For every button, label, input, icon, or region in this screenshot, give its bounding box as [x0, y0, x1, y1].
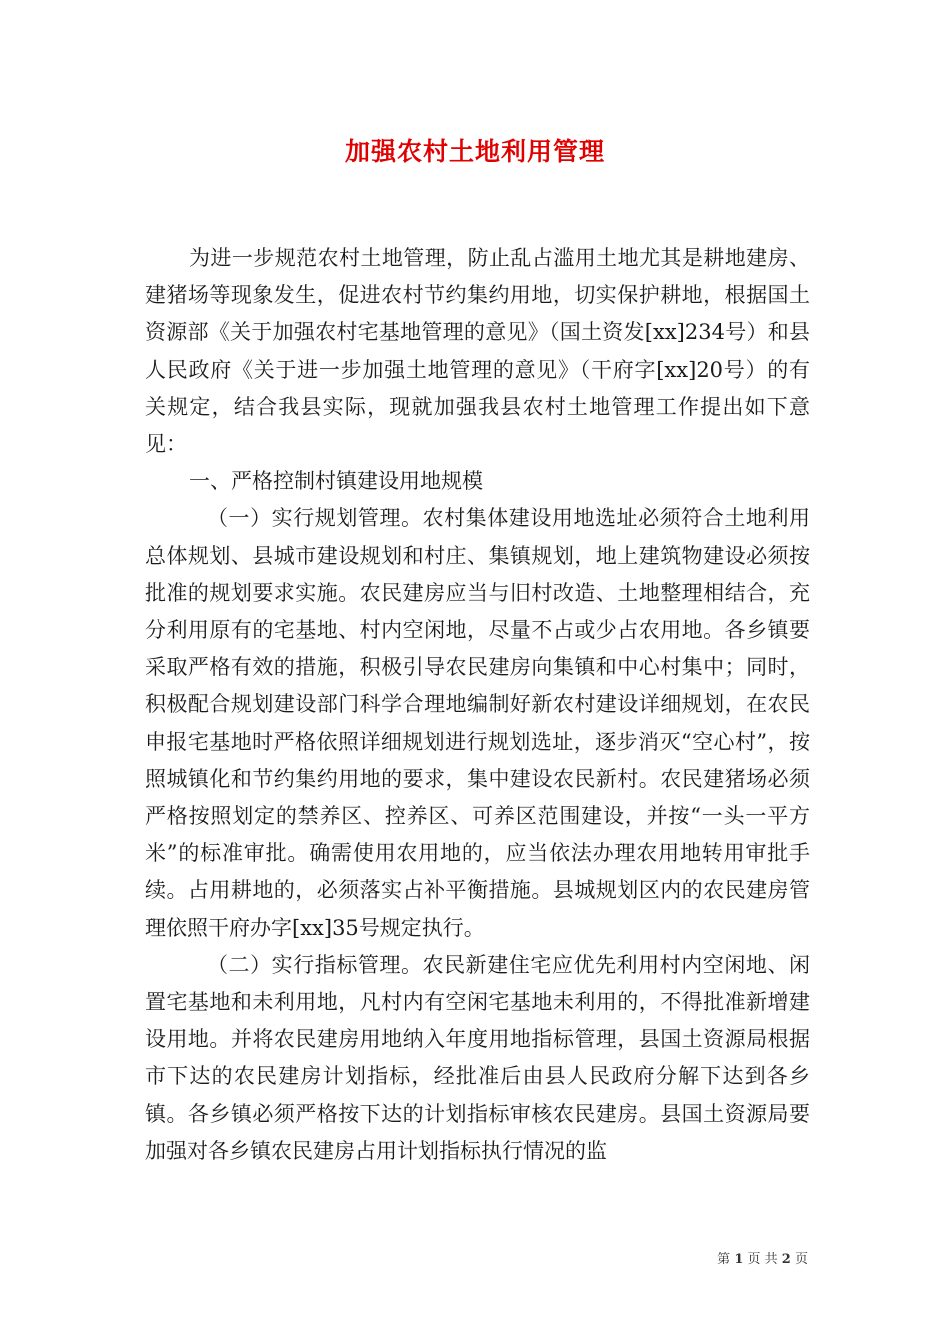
footer-current-page: 1	[734, 1252, 744, 1267]
page-footer	[717, 1248, 808, 1267]
section-heading-1: 一、严格控制村镇建设用地规模	[189, 469, 483, 494]
subsection-paragraph-1: （一）实行规划管理。农村集体建设用地选址必须符合土地利用总体规划、县城市建设规划和村庄、集镇规划，地上建筑物建设必须按批准的规划要求实施。农民建房应当与旧村改造、土地整理相结合，充分利用原有的宅基地、村内空闲地，尽量不占或少占农用地。各乡镇要采取严格有效的措施，积极引导农民建房向集镇和中心村集中；同时，积极配合规划建设部门科学合理地编制好新农村建设详细规划，在农民申报宅基地时严格依照详细规划进行规划选址，逐步消灭“空心村”，按照城镇化和节约集约用地的要求，集中建设农民新村。农民建猪场必须严格按照划定的禁养区、控养区、可养区范围建设，并按“一头一平方米”的标准审批。确需使用农用地的，应当依法办理农用地转用审批手续。占用耕地的，必须落实占补平衡措施。县城规划区内的农民建房管理依照干府办字[xx]35号规定执行。	[145, 506, 810, 940]
intro-paragraph: 为进一步规范农村土地管理，防止乱占滥用土地尤其是耕地建房、建猪场等现象发生，促进农村节约集约用地，切实保护耕地，根据国土资源部《关于加强农村宅基地管理的意见》（国土资发[xx]234号）和县人民政府《关于进一步加强土地管理的意见》（干府字[xx]20号）的有关规定，结合我县实际，现就加强我县农村土地管理工作提出如下意见：	[145, 246, 810, 457]
footer-middle: 页 共	[747, 1252, 778, 1267]
subsection-paragraph-2: （二）实行指标管理。农民新建住宅应优先利用村内空闲地、闲置宅基地和未利用地，凡村内有空闲宅基地未利用的，不得批准新增建设用地。并将农民建房用地纳入年度用地指标管理，县国土资源局根据市下达的农民建房计划指标，经批准后由县人民政府分解下达到各乡镇。各乡镇必须严格按下达的计划指标审核农民建房。县国土资源局要加强对各乡镇农民建房占用计划指标执行情况的监	[145, 952, 810, 1163]
document-body	[145, 240, 810, 1170]
footer-total-pages: 2	[781, 1252, 791, 1267]
document-title: 加强农村土地利用管理	[344, 137, 605, 166]
footer-prefix: 第	[717, 1252, 731, 1267]
footer-suffix: 页	[794, 1252, 808, 1267]
